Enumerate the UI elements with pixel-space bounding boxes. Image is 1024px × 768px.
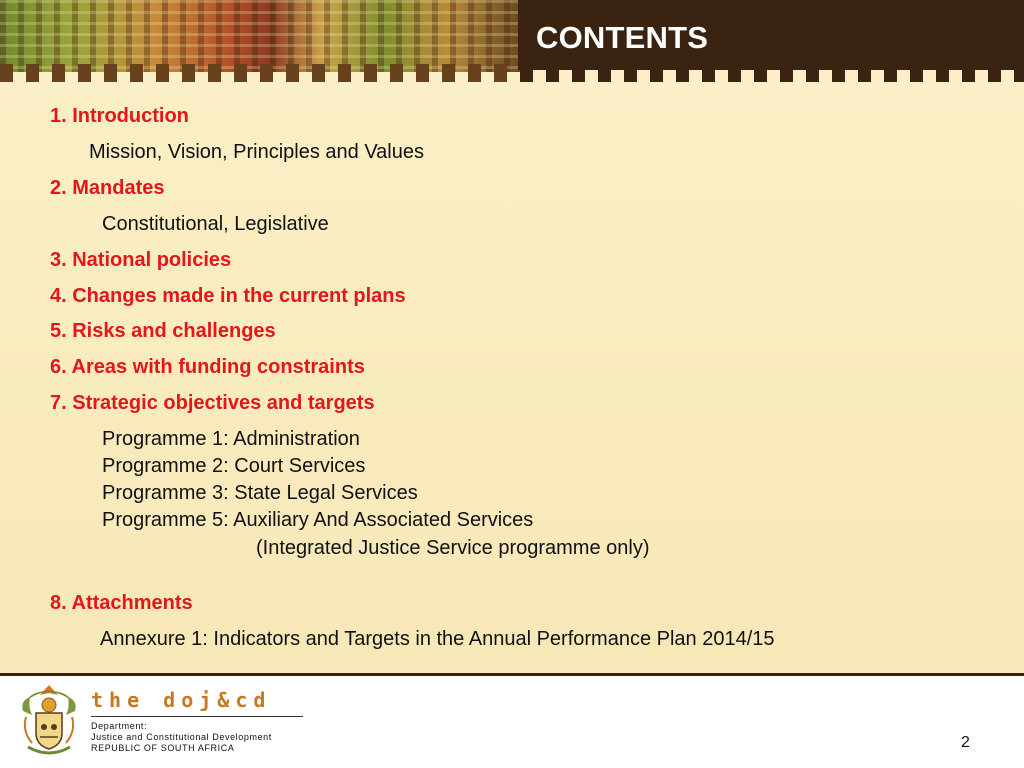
item-introduction-sub: Mission, Vision, Principles and Values	[89, 141, 424, 163]
item-strategic: 7. Strategic objectives and targets	[50, 392, 375, 414]
page-title: CONTENTS	[536, 20, 709, 55]
dept-line-1: Department:	[91, 721, 148, 731]
item-programme-5: Programme 5: Auxiliary And Associated Services	[102, 509, 534, 531]
item-annexure: Annexure 1: Indicators and Targets in the Annual Performance Plan 2014/15	[100, 628, 775, 650]
item-programme-3: Programme 3: State Legal Services	[102, 482, 418, 504]
brand-wordmark: the doj&cd	[91, 688, 272, 712]
header-banner	[0, 0, 1024, 82]
item-programme-2: Programme 2: Court Services	[102, 455, 366, 477]
header-battlement-art	[0, 64, 520, 82]
brand-underline	[91, 716, 303, 717]
header-art	[0, 0, 520, 72]
item-risks: 5. Risks and challenges	[50, 320, 276, 342]
department-block	[91, 721, 272, 754]
item-mandates-sub: Constitutional, Legislative	[102, 213, 329, 235]
item-attachments: 8. Attachments	[50, 592, 193, 614]
coat-of-arms-icon	[18, 681, 80, 761]
item-funding: 6. Areas with funding constraints	[50, 356, 365, 378]
item-programme-5-note: (Integrated Justice Service programme only)	[256, 537, 650, 559]
item-introduction: 1. Introduction	[50, 105, 189, 127]
dept-line-3: REPUBLIC OF SOUTH AFRICA	[91, 743, 235, 753]
page-number: 2	[961, 734, 970, 751]
dept-line-2: Justice and Constitutional Development	[91, 732, 272, 742]
item-changes: 4. Changes made in the current plans	[50, 285, 406, 307]
item-programme-1: Programme 1: Administration	[102, 428, 360, 450]
item-mandates: 2. Mandates	[50, 177, 165, 199]
item-national-policies: 3. National policies	[50, 249, 232, 271]
